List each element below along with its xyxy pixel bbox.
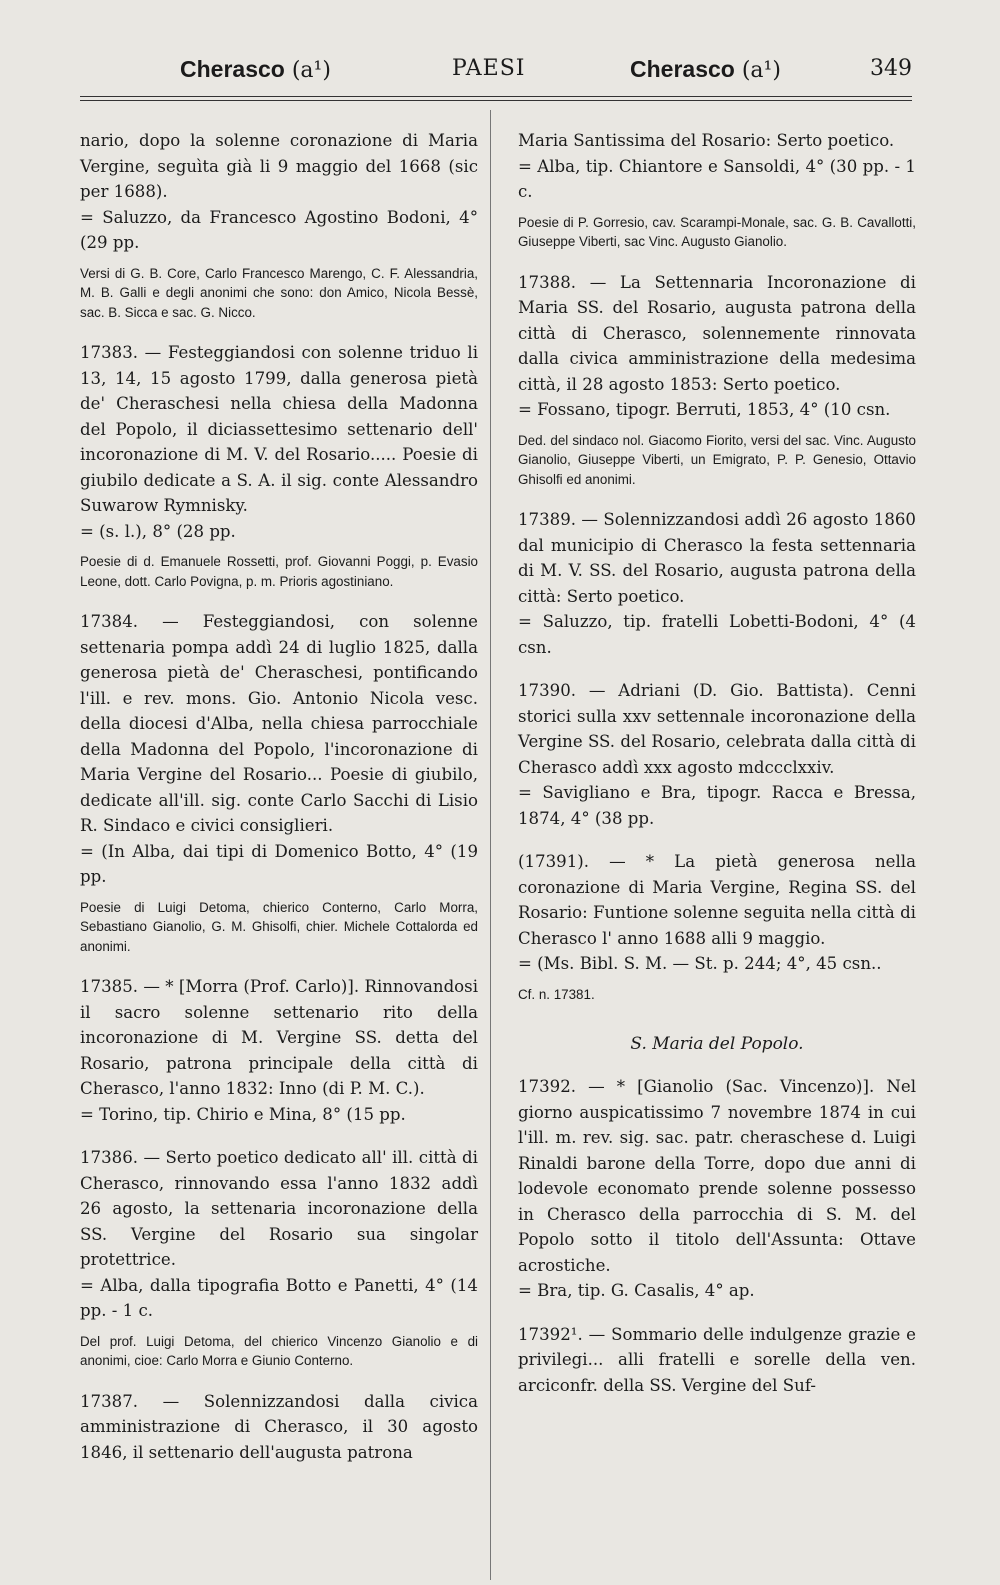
- column-divider: [490, 110, 491, 1580]
- imprint-line: = Saluzzo, da Francesco Agostino Bodoni, 4° (29 pp.: [80, 207, 478, 252]
- imprint-line: nario, dopo la solenne coronazione di Maria Vergine, seguìta già li 9 maggio del 1668 (sic per 1688).: [80, 131, 478, 201]
- bibliographic-note: Ded. del sindaco nol. Giacomo Fiorito, versi del sac. Vinc. Augusto Gianolio, Giuseppe Viberti, un Emigrato, P. P. Genesio, Ottavio Ghisolfi ed anonimi.: [518, 432, 916, 487]
- imprint-line: = Savigliano e Bra, tipogr. Racca e Bressa, 1874, 4° (38 pp.: [518, 783, 916, 828]
- catalog-entry: 17383. — Festeggiandosi con solenne triduo li 13, 14, 15 agosto 1799, dalla generosa pietà de' Cheraschesi nella chiesa della Madonna del Popolo, il diciassettesimo settenario dell' incoronazione di M. V. del Rosario..... Poesie di giubilo dedicate a S. A. il sig. conte Alessandro Suwarow Rymnisky.: [80, 343, 478, 515]
- section-title: PAESI: [452, 56, 526, 81]
- right-place-name: Cherasco: [630, 56, 735, 82]
- bibliographic-note: Poesie di P. Gorresio, cav. Scarampi-Monale, sac. G. B. Cavallotti, Giuseppe Viberti, sac Vinc. Augusto Gianolio.: [518, 214, 916, 249]
- bibliographic-note: Poesie di Luigi Detoma, chierico Conterno, Carlo Morra, Sebastiano Gianolio, G. M. Ghisolfi, chier. Michele Cottalorda ed anonimi.: [80, 899, 478, 954]
- catalog-entry: (17391). — * La pietà generosa nella coronazione di Maria Vergine, Regina SS. del Rosario: Funtione solenne seguita nella città di Cherasco l' anno 1688 alli 9 maggio.: [518, 852, 916, 948]
- catalog-entry: 17392. — * [Gianolio (Sac. Vincenzo)]. Nel giorno auspicatissimo 7 novembre 1874 in cui l'ill. m. rev. sig. sac. patr. cheraschese d. Luigi Rinaldi barone della Torre, dopo due anni di lodevole economato prende solenne possesso in Cherasco della parrocchia di S. M. del Popolo sotto il titolo dell'Assunta: Ottave acrostiche.: [518, 1077, 916, 1275]
- imprint-line: = Bra, tip. G. Casalis, 4° ap.: [518, 1281, 755, 1300]
- catalog-entry: 17385. — * [Morra (Prof. Carlo)]. Rinnovandosi il sacro solenne settenario rito della incoronazione di M. Vergine SS. detta del Rosario, patrona principale della città di Cherasco, l'anno 1832: Inno (di P. M. C.).: [80, 977, 478, 1098]
- bibliographic-note: Cf. n. 17381.: [518, 986, 595, 1002]
- right-running-head: [630, 56, 781, 83]
- catalog-entry: 17389. — Solennizzandosi addì 26 agosto 1860 dal municipio di Cherasco la festa settennaria di M. V. SS. del Rosario, augusta patrona della città: Serto poetico.: [518, 510, 916, 606]
- right-place-code: (a¹): [741, 58, 781, 83]
- header-rule-secondary: [80, 100, 912, 101]
- imprint-line: = Torino, tip. Chirio e Mina, 8° (15 pp.: [80, 1104, 406, 1124]
- header-rule: [80, 96, 912, 97]
- catalog-entry: 17387. — Solennizzandosi dalla civica amministrazione di Cherasco, il 30 agosto 1846, il settenario dell'augusta patrona: [80, 1391, 478, 1462]
- catalog-entry: 17390. — Adriani (D. Gio. Battista). Cenni storici sulla xxv settennale incoronazione della Vergine SS. del Rosario, celebrata dalla città di Cherasco addì xxx agosto mdccclxxiv.: [518, 681, 916, 777]
- imprint-line: Maria Santissima del Rosario: Serto poetico.: [518, 131, 895, 150]
- left-running-head: [180, 56, 331, 83]
- catalog-entry: 17388. — La Settennaria Incoronazione di Maria SS. del Rosario, augusta patrona della città di Cherasco, solennemente rinnovata dalla civica amministrazione della medesima città, il 28 agosto 1853: Serto poetico.: [518, 272, 916, 394]
- catalog-entry: 17392¹. — Sommario delle indulgenze grazie e privilegi... alli fratelli e sorelle della ven. arciconfr. della SS. Vergine del Suf-: [518, 1324, 916, 1395]
- left-place-name: Cherasco: [180, 56, 285, 82]
- bibliographic-note: Poesie di d. Emanuele Rossetti, prof. Giovanni Poggi, p. Evasio Leone, dott. Carlo Povigna, p. m. Prioris agostiniano.: [80, 554, 478, 589]
- imprint-line: = (In Alba, dai tipi di Domenico Botto, 4° (19 pp.: [80, 841, 478, 886]
- section-heading: S. Maria del Popolo.: [630, 1034, 804, 1054]
- bibliographic-note: Del prof. Luigi Detoma, del chierico Vincenzo Gianolio e di anonimi, cioe: Carlo Morra e Giunio Conterno.: [80, 1333, 478, 1368]
- catalog-entry: 17384. — Festeggiandosi, con solenne settenaria pompa addì 24 di luglio 1825, dalla generosa pietà de' Cheraschesi, pontificando l'ill. e rev. mons. Gio. Antonio Nicola vesc. della diocesi d'Alba, nella chiesa parrocchiale della Madonna del Popolo, l'incoronazione di Maria Vergine del Rosario... Poesie di giubilo, dedicate all'ill. sig. conte Carlo Sacchi di Lisio R. Sindaco e civici consiglieri.: [80, 612, 478, 835]
- imprint-line: = Alba, tip. Chiantore e Sansoldi, 4° (30 pp. - 1 c.: [518, 156, 916, 201]
- left-place-code: (a¹): [291, 58, 331, 83]
- imprint-line: = (s. l.), 8° (28 pp.: [80, 521, 236, 541]
- catalog-entry: 17386. — Serto poetico dedicato all' ill. città di Cherasco, rinnovando essa l'anno 1832 addì 26 agosto, la settenaria incoronazione della SS. Vergine del Rosario sua singolar protettrice.: [80, 1148, 478, 1269]
- imprint-line: = (Ms. Bibl. S. M. — St. p. 244; 4°, 45 csn..: [518, 954, 882, 973]
- bibliographic-note: Versi di G. B. Core, Carlo Francesco Marengo, C. F. Alessandria, M. B. Galli e degli anonimi che sono: don Amico, Nicola Bessè, sac. B. Sicca e sac. G. Nicco.: [80, 265, 478, 320]
- left-column: [80, 128, 478, 1465]
- page-header: [80, 56, 912, 96]
- imprint-line: = Fossano, tipogr. Berruti, 1853, 4° (10 csn.: [518, 400, 891, 419]
- right-column: [518, 128, 916, 1398]
- imprint-line: = Alba, dalla tipografia Botto e Panetti, 4° (14 pp. - 1 c.: [80, 1275, 478, 1320]
- imprint-line: = Saluzzo, tip. fratelli Lobetti-Bodoni, 4° (4 csn.: [518, 612, 916, 657]
- page-number: 349: [870, 56, 912, 81]
